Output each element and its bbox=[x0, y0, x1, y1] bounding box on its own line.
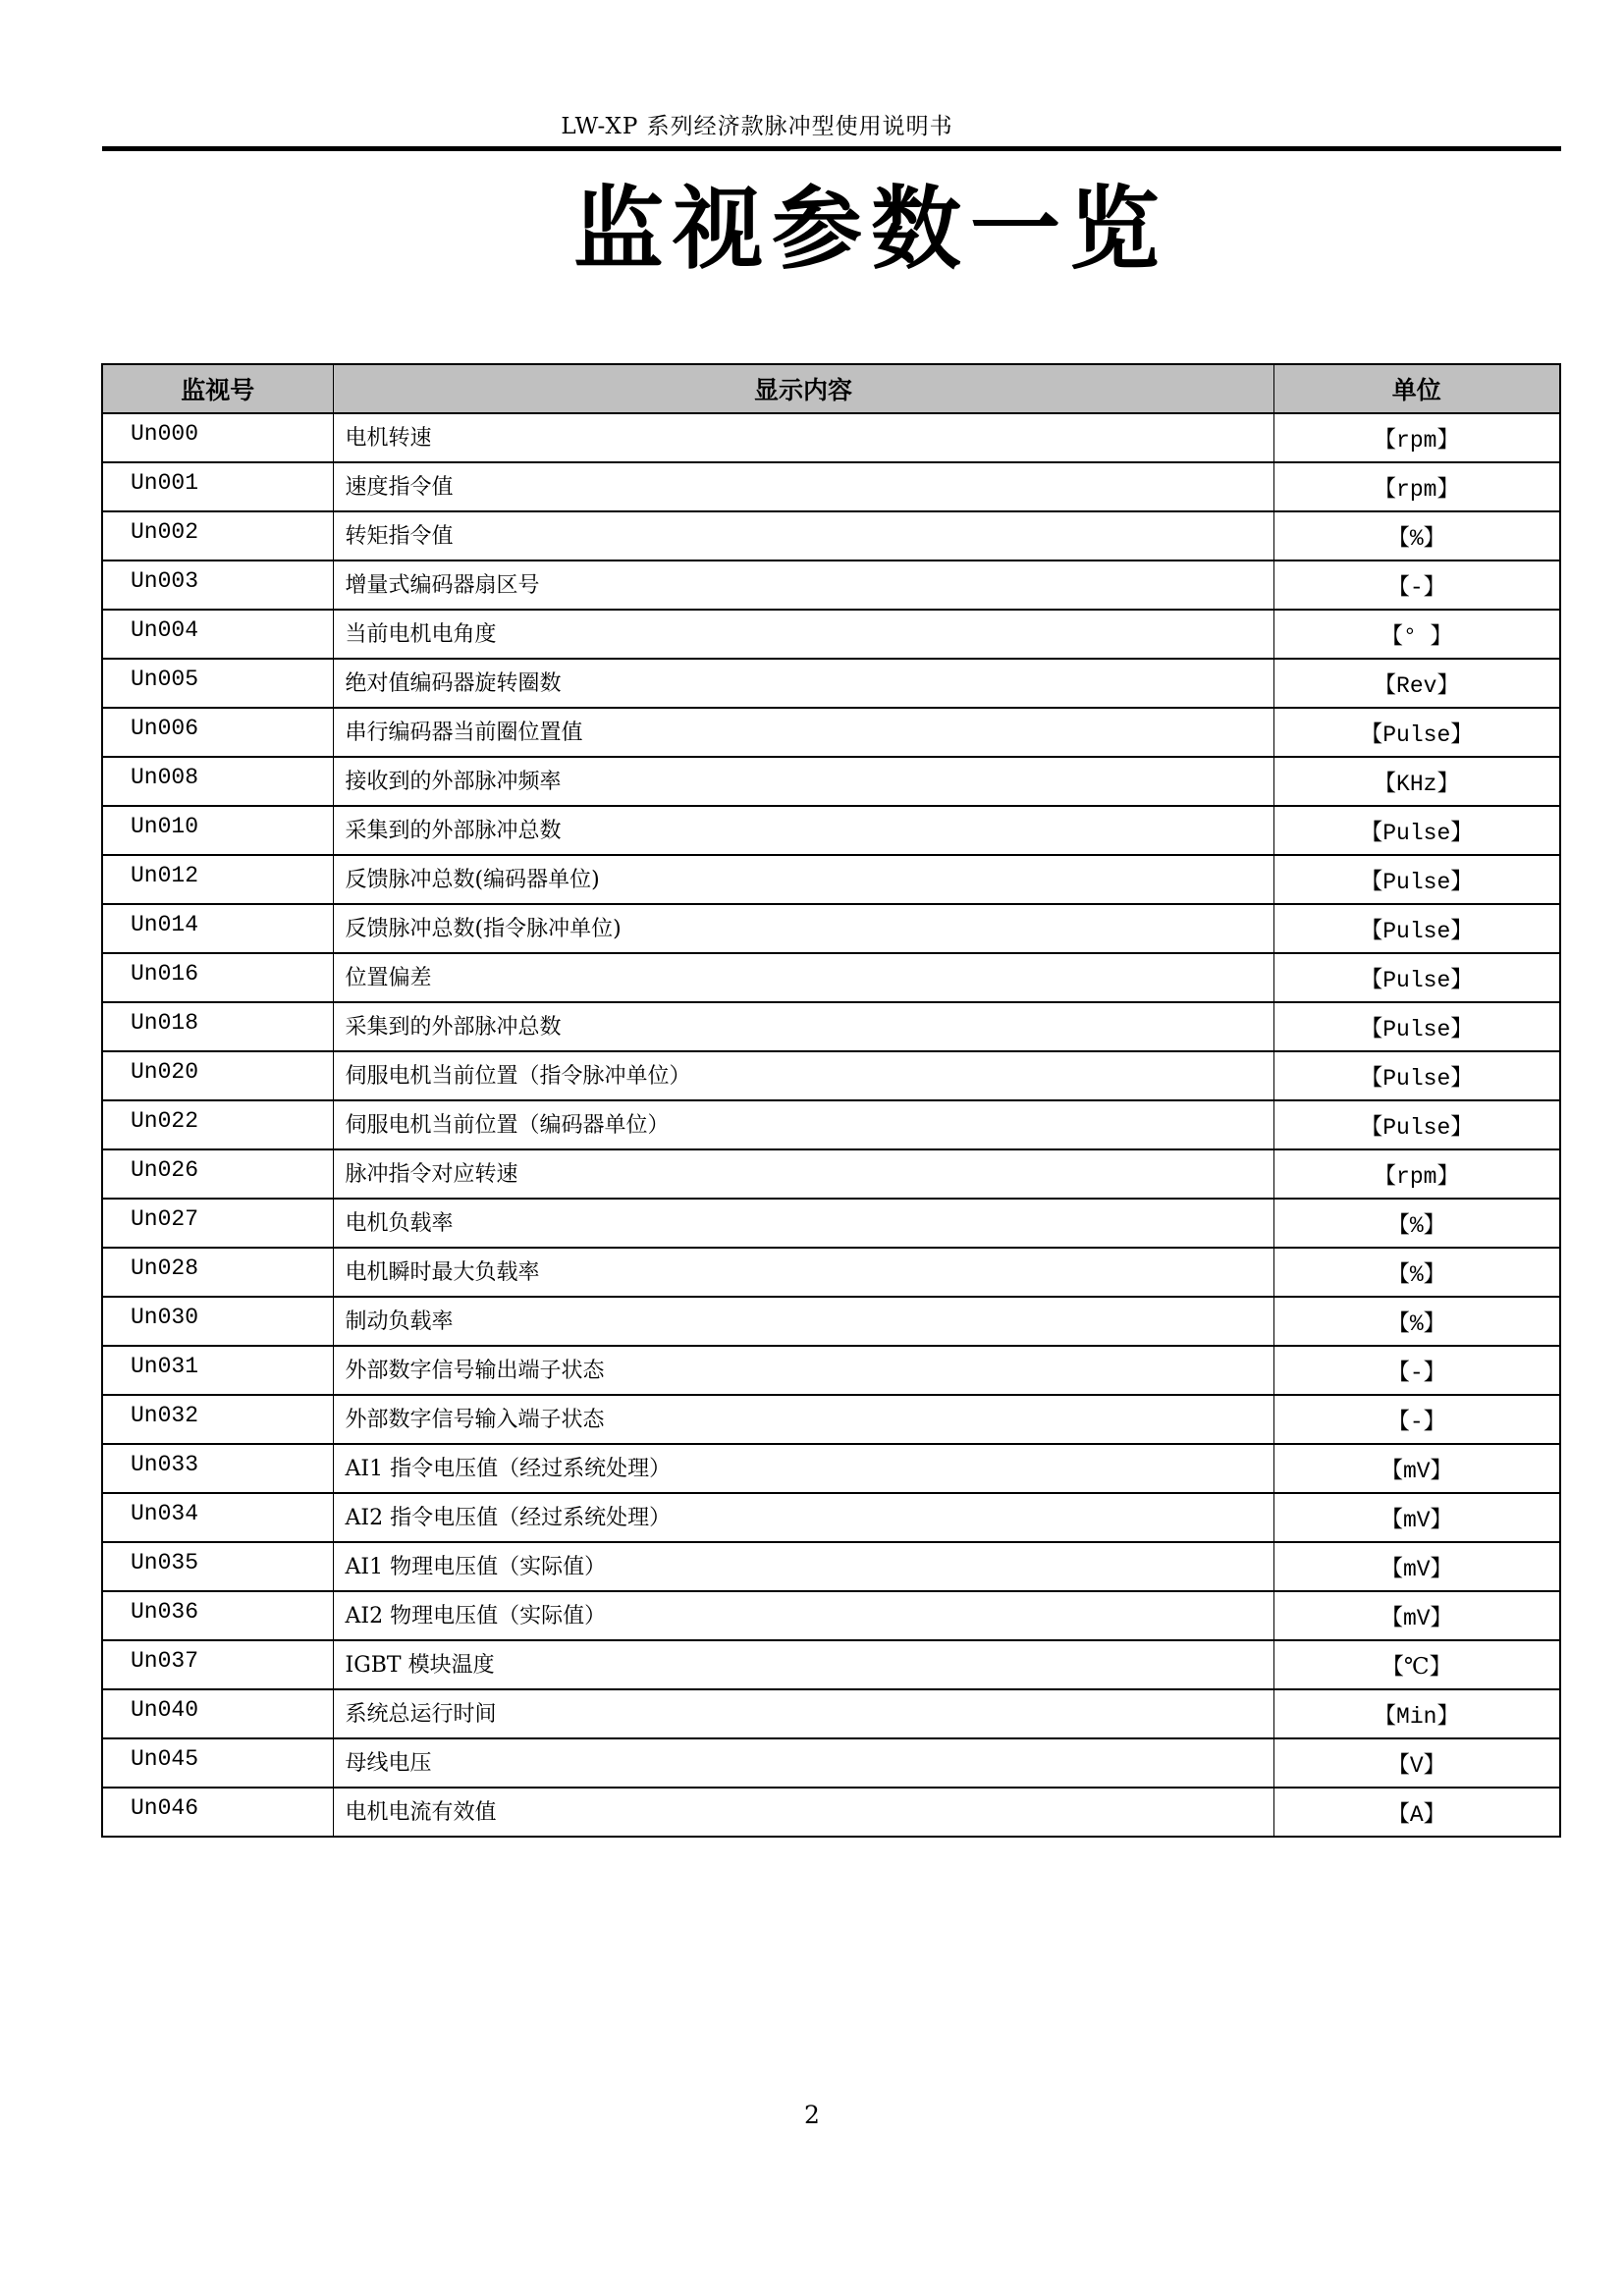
unit-cell: 【-】 bbox=[1273, 1395, 1560, 1444]
unit-cell: 【mV】 bbox=[1273, 1493, 1560, 1542]
monitor-no-cell: Un008 bbox=[102, 757, 333, 806]
header-rule bbox=[102, 146, 1561, 151]
monitor-no-cell: Un016 bbox=[102, 953, 333, 1002]
table-row bbox=[102, 462, 1560, 511]
table-row bbox=[102, 1542, 1560, 1591]
monitor-no-cell: Un002 bbox=[102, 511, 333, 561]
display-content-cell: 系统总运行时间 bbox=[333, 1689, 1273, 1738]
table-header-row bbox=[102, 364, 1560, 413]
table-row bbox=[102, 610, 1560, 659]
table-row bbox=[102, 1493, 1560, 1542]
unit-cell: 【Pulse】 bbox=[1273, 806, 1560, 855]
monitor-no-cell: Un032 bbox=[102, 1395, 333, 1444]
monitor-no-cell: Un031 bbox=[102, 1346, 333, 1395]
monitor-no-cell: Un027 bbox=[102, 1199, 333, 1248]
unit-cell: 【Min】 bbox=[1273, 1689, 1560, 1738]
table-row bbox=[102, 1100, 1560, 1149]
monitor-no-cell: Un005 bbox=[102, 659, 333, 708]
table-row bbox=[102, 855, 1560, 904]
unit-cell: 【KHz】 bbox=[1273, 757, 1560, 806]
display-content-cell: 增量式编码器扇区号 bbox=[333, 561, 1273, 610]
monitor-no-cell: Un036 bbox=[102, 1591, 333, 1640]
monitor-no-cell: Un012 bbox=[102, 855, 333, 904]
table-row bbox=[102, 806, 1560, 855]
display-content-cell: 伺服电机当前位置（指令脉冲单位） bbox=[333, 1051, 1273, 1100]
table-row bbox=[102, 1395, 1560, 1444]
monitor-no-cell: Un010 bbox=[102, 806, 333, 855]
table-row bbox=[102, 1640, 1560, 1689]
table-row bbox=[102, 1738, 1560, 1788]
page-number: 2 bbox=[804, 2101, 820, 2129]
display-content-cell: 外部数字信号输出端子状态 bbox=[333, 1346, 1273, 1395]
monitor-no-cell: Un034 bbox=[102, 1493, 333, 1542]
table-row bbox=[102, 1444, 1560, 1493]
display-content-cell: 采集到的外部脉冲总数 bbox=[333, 1002, 1273, 1051]
column-header-display-content: 显示内容 bbox=[333, 364, 1273, 413]
table-row bbox=[102, 1591, 1560, 1640]
unit-cell: 【rpm】 bbox=[1273, 413, 1560, 462]
display-content-cell: 脉冲指令对应转速 bbox=[333, 1149, 1273, 1199]
monitor-no-cell: Un040 bbox=[102, 1689, 333, 1738]
table-row bbox=[102, 1346, 1560, 1395]
unit-cell: 【-】 bbox=[1273, 561, 1560, 610]
display-content-cell: 电机转速 bbox=[333, 413, 1273, 462]
unit-cell: 【mV】 bbox=[1273, 1542, 1560, 1591]
monitor-no-cell: Un004 bbox=[102, 610, 333, 659]
display-content-cell: AI1 物理电压值（实际值） bbox=[333, 1542, 1273, 1591]
monitor-no-cell: Un033 bbox=[102, 1444, 333, 1493]
display-content-cell: 采集到的外部脉冲总数 bbox=[333, 806, 1273, 855]
display-content-cell: 位置偏差 bbox=[333, 953, 1273, 1002]
table-row bbox=[102, 904, 1560, 953]
display-content-cell: IGBT 模块温度 bbox=[333, 1640, 1273, 1689]
display-content-cell: 电机负载率 bbox=[333, 1199, 1273, 1248]
display-content-cell: 反馈脉冲总数(指令脉冲单位) bbox=[333, 904, 1273, 953]
display-content-cell: 母线电压 bbox=[333, 1738, 1273, 1788]
table-row bbox=[102, 708, 1560, 757]
unit-cell: 【mV】 bbox=[1273, 1444, 1560, 1493]
unit-cell: 【%】 bbox=[1273, 1297, 1560, 1346]
display-content-cell: AI2 物理电压值（实际值） bbox=[333, 1591, 1273, 1640]
display-content-cell: 反馈脉冲总数(编码器单位) bbox=[333, 855, 1273, 904]
monitor-no-cell: Un001 bbox=[102, 462, 333, 511]
unit-cell: 【-】 bbox=[1273, 1346, 1560, 1395]
unit-cell: 【Pulse】 bbox=[1273, 904, 1560, 953]
table-row bbox=[102, 953, 1560, 1002]
table-row bbox=[102, 1199, 1560, 1248]
unit-cell: 【Pulse】 bbox=[1273, 855, 1560, 904]
display-content-cell: AI1 指令电压值（经过系统处理） bbox=[333, 1444, 1273, 1493]
monitor-no-cell: Un006 bbox=[102, 708, 333, 757]
display-content-cell: 串行编码器当前圈位置值 bbox=[333, 708, 1273, 757]
unit-cell: 【rpm】 bbox=[1273, 1149, 1560, 1199]
table-row bbox=[102, 659, 1560, 708]
monitor-no-cell: Un000 bbox=[102, 413, 333, 462]
unit-cell: 【Rev】 bbox=[1273, 659, 1560, 708]
column-header-monitor-no: 监视号 bbox=[102, 364, 333, 413]
display-content-cell: 速度指令值 bbox=[333, 462, 1273, 511]
display-content-cell: 制动负载率 bbox=[333, 1297, 1273, 1346]
table-row bbox=[102, 1002, 1560, 1051]
running-header: LW-XP 系列经济款脉冲型使用说明书 bbox=[561, 114, 953, 139]
unit-cell: 【Pulse】 bbox=[1273, 953, 1560, 1002]
monitor-no-cell: Un018 bbox=[102, 1002, 333, 1051]
table-row bbox=[102, 1689, 1560, 1738]
table-row bbox=[102, 1297, 1560, 1346]
display-content-cell: 当前电机电角度 bbox=[333, 610, 1273, 659]
unit-cell: 【V】 bbox=[1273, 1738, 1560, 1788]
monitor-parameter-table bbox=[101, 363, 1561, 1838]
unit-cell: 【%】 bbox=[1273, 1248, 1560, 1297]
display-content-cell: AI2 指令电压值（经过系统处理） bbox=[333, 1493, 1273, 1542]
unit-cell: 【℃】 bbox=[1273, 1640, 1560, 1689]
monitor-no-cell: Un003 bbox=[102, 561, 333, 610]
monitor-no-cell: Un037 bbox=[102, 1640, 333, 1689]
table-row bbox=[102, 413, 1560, 462]
monitor-table-body bbox=[102, 413, 1560, 1837]
unit-cell: 【Pulse】 bbox=[1273, 1100, 1560, 1149]
monitor-no-cell: Un046 bbox=[102, 1788, 333, 1837]
unit-cell: 【Pulse】 bbox=[1273, 1002, 1560, 1051]
display-content-cell: 电机电流有效值 bbox=[333, 1788, 1273, 1837]
unit-cell: 【Pulse】 bbox=[1273, 1051, 1560, 1100]
unit-cell: 【rpm】 bbox=[1273, 462, 1560, 511]
table-row bbox=[102, 1248, 1560, 1297]
table-row bbox=[102, 1788, 1560, 1837]
monitor-no-cell: Un030 bbox=[102, 1297, 333, 1346]
column-header-unit: 单位 bbox=[1273, 364, 1560, 413]
unit-cell: 【Pulse】 bbox=[1273, 708, 1560, 757]
unit-cell: 【%】 bbox=[1273, 1199, 1560, 1248]
page-title: 监视参数一览 bbox=[572, 176, 1169, 282]
table-row bbox=[102, 561, 1560, 610]
monitor-no-cell: Un026 bbox=[102, 1149, 333, 1199]
monitor-no-cell: Un035 bbox=[102, 1542, 333, 1591]
monitor-no-cell: Un020 bbox=[102, 1051, 333, 1100]
display-content-cell: 电机瞬时最大负载率 bbox=[333, 1248, 1273, 1297]
unit-cell: 【%】 bbox=[1273, 511, 1560, 561]
table-row bbox=[102, 511, 1560, 561]
monitor-no-cell: Un045 bbox=[102, 1738, 333, 1788]
table-row bbox=[102, 757, 1560, 806]
unit-cell: 【A】 bbox=[1273, 1788, 1560, 1837]
display-content-cell: 转矩指令值 bbox=[333, 511, 1273, 561]
display-content-cell: 外部数字信号输入端子状态 bbox=[333, 1395, 1273, 1444]
unit-cell: 【mV】 bbox=[1273, 1591, 1560, 1640]
unit-cell: 【° 】 bbox=[1273, 610, 1560, 659]
monitor-no-cell: Un022 bbox=[102, 1100, 333, 1149]
table-row bbox=[102, 1051, 1560, 1100]
display-content-cell: 伺服电机当前位置（编码器单位） bbox=[333, 1100, 1273, 1149]
display-content-cell: 接收到的外部脉冲频率 bbox=[333, 757, 1273, 806]
table-row bbox=[102, 1149, 1560, 1199]
monitor-no-cell: Un014 bbox=[102, 904, 333, 953]
monitor-no-cell: Un028 bbox=[102, 1248, 333, 1297]
display-content-cell: 绝对值编码器旋转圈数 bbox=[333, 659, 1273, 708]
